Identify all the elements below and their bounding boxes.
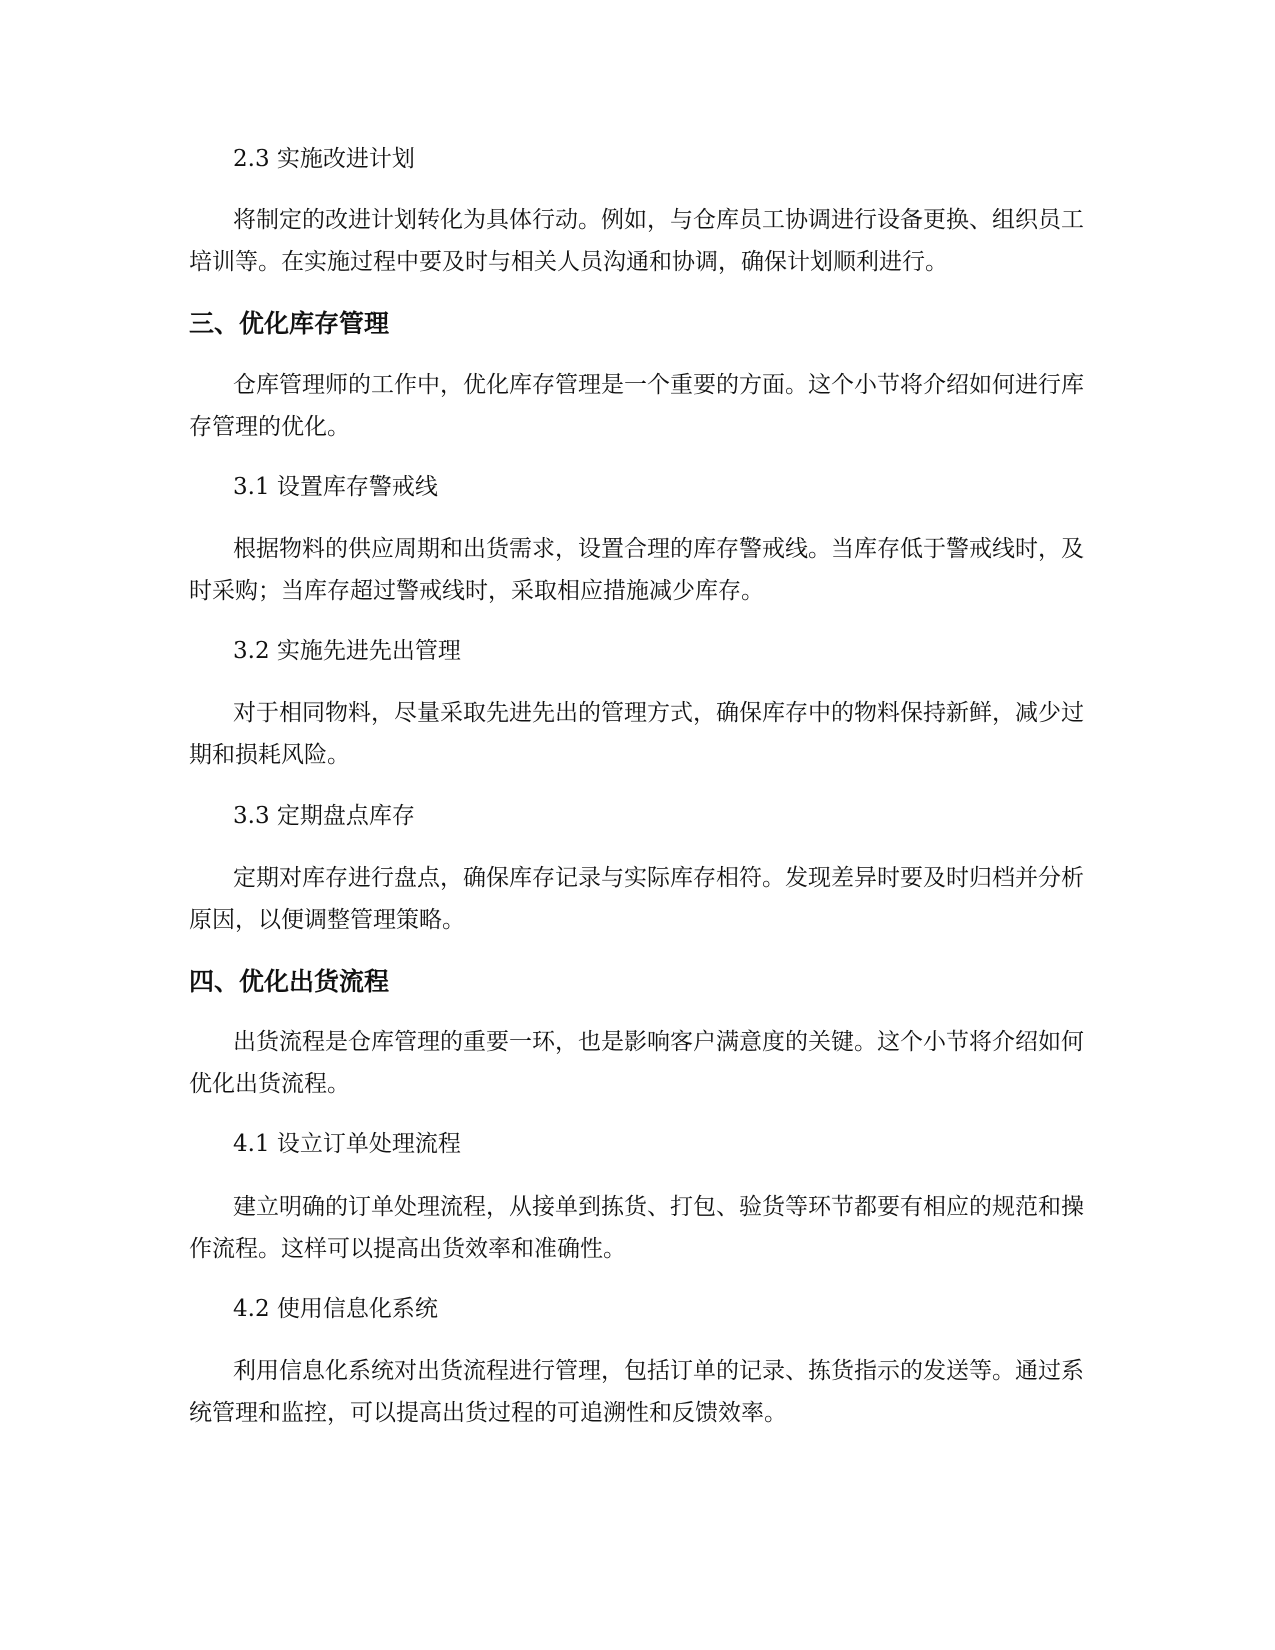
subsection-title-4-2: 4.2 使用信息化系统 <box>233 1296 438 1322</box>
subsection-title-2-3: 2.3 实施改进计划 <box>233 146 415 172</box>
subsection-title-4-1: 4.1 设立订单处理流程 <box>233 1131 461 1157</box>
paragraph-4-1: 建立明确的订单处理流程，从接单到拣货、打包、验货等环节都要有相应的规范和操作流程。这样可以提高出货效率和准确性。 <box>189 1194 1084 1262</box>
section-heading-4: 四、优化出货流程 <box>189 967 390 996</box>
subsection-title-3-2: 3.2 实施先进先出管理 <box>233 638 461 664</box>
paragraph-2-3: 将制定的改进计划转化为具体行动。例如，与仓库员工协调进行设备更换、组织员工培训等。在实施过程中要及时与相关人员沟通和协调，确保计划顺利进行。 <box>189 207 1084 275</box>
paragraph-3-intro: 仓库管理师的工作中，优化库存管理是一个重要的方面。这个小节将介绍如何进行库存管理的优化。 <box>189 372 1084 440</box>
subsection-title-3-1: 3.1 设置库存警戒线 <box>233 474 438 500</box>
paragraph-3-1: 根据物料的供应周期和出货需求，设置合理的库存警戒线。当库存低于警戒线时，及时采购；当库存超过警戒线时，采取相应措施减少库存。 <box>189 536 1084 604</box>
subsection-title-3-3: 3.3 定期盘点库存 <box>233 803 415 829</box>
paragraph-3-2: 对于相同物料，尽量采取先进先出的管理方式，确保库存中的物料保持新鲜，减少过期和损耗风险。 <box>189 700 1084 768</box>
paragraph-3-3: 定期对库存进行盘点，确保库存记录与实际库存相符。发现差异时要及时归档并分析原因，以便调整管理策略。 <box>189 865 1084 933</box>
paragraph-4-intro: 出货流程是仓库管理的重要一环，也是影响客户满意度的关键。这个小节将介绍如何优化出货流程。 <box>189 1029 1084 1097</box>
section-heading-3: 三、优化库存管理 <box>189 309 390 338</box>
paragraph-4-2: 利用信息化系统对出货流程进行管理，包括订单的记录、拣货指示的发送等。通过系统管理和监控，可以提高出货过程的可追溯性和反馈效率。 <box>189 1358 1084 1426</box>
